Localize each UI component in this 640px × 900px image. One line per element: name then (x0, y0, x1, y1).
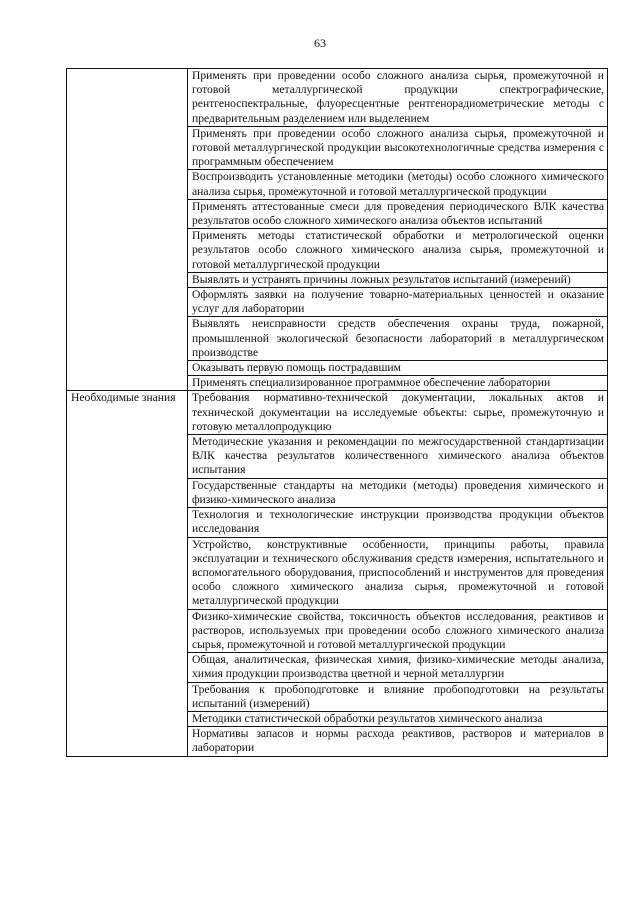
knowledge-item: Устройство, конструктивные особенности, принципы работы, правила эксплуатации и технического обслуживания средств измерения, испытательного и вспомогательного оборудования, приспособлений и инструментов для проведения особо сложного химического анализа сырья, промежуточной и готовой металлургической продукции (188, 537, 608, 609)
knowledge-item: Методические указания и рекомендации по межгосударственной стандартизации ВЛК качества результатов количественного химического анализа объектов испытания (188, 435, 608, 479)
skill-item: Оформлять заявки на получение товарно-материальных ценностей и оказание услуг для лаборатории (188, 288, 608, 317)
knowledge-item: Государственные стандарты на методики (методы) проведения химического и физико-химического анализа (188, 478, 608, 507)
knowledge-item: Требования нормативно-технической документации, локальных актов и технической документации на исследуемые объекты: сырье, промежуточную и готовую металлопродукцию (188, 391, 608, 435)
skill-item: Выявлять неисправности средств обеспечения охраны труда, пожарной, промышленной экологической безопасности лабораторий в металлургическом производстве (188, 317, 608, 361)
competency-table (66, 68, 608, 757)
knowledge-item: Общая, аналитическая, физическая химия, физико-химические методы анализа, химия продукции производства цветной и черной металлургии (188, 653, 608, 682)
skill-item: Применять при проведении особо сложного анализа сырья, промежуточной и готовой металлургической продукции высокотехнологичные средства измерения с программным обеспечением (188, 126, 608, 170)
table-row (67, 391, 608, 435)
knowledge-label-cell: Необходимые знания (67, 391, 188, 756)
table-row (67, 69, 608, 127)
page-number: 63 (314, 36, 326, 50)
skill-item: Применять методы статистической обработки и метрологической оценки результатов особо сложного химического анализа сырья, промежуточной и готовой металлургической продукции (188, 229, 608, 273)
skill-item: Применять при проведении особо сложного анализа сырья, промежуточной и готовой металлургической продукции спектрографические, рентгеноспектральные, флуоресцентные рентгенорадиометрические методы с предварительным разделением или выделением (188, 69, 608, 127)
skill-item: Применять аттестованные смеси для проведения периодического ВЛК качества результатов особо сложного химического анализа объектов испытаний (188, 199, 608, 228)
skill-item: Применять специализированное программное обеспечение лаборатории (188, 376, 608, 391)
knowledge-item: Требования к пробоподготовке и влияние пробоподготовки на результаты испытаний (измерений) (188, 682, 608, 711)
knowledge-item: Нормативы запасов и нормы расхода реактивов, растворов и материалов в лаборатории (188, 727, 608, 756)
knowledge-item: Физико-химические свойства, токсичность объектов исследования, реактивов и растворов, используемых при проведении особо сложного химического анализа сырья, промежуточной и готовой металлургической продукции (188, 609, 608, 653)
knowledge-item: Технология и технологические инструкции производства продукции объектов исследования (188, 508, 608, 537)
knowledge-item: Методики статистической обработки результатов химического анализа (188, 711, 608, 726)
skill-item: Воспроизводить установленные методики (методы) особо сложного химического анализа сырья, промежуточной и готовой металлургической продукции (188, 170, 608, 199)
skills-label-cell (67, 69, 188, 391)
skill-item: Оказывать первую помощь пострадавшим (188, 361, 608, 376)
skill-item: Выявлять и устранять причины ложных результатов испытаний (измерений) (188, 272, 608, 287)
